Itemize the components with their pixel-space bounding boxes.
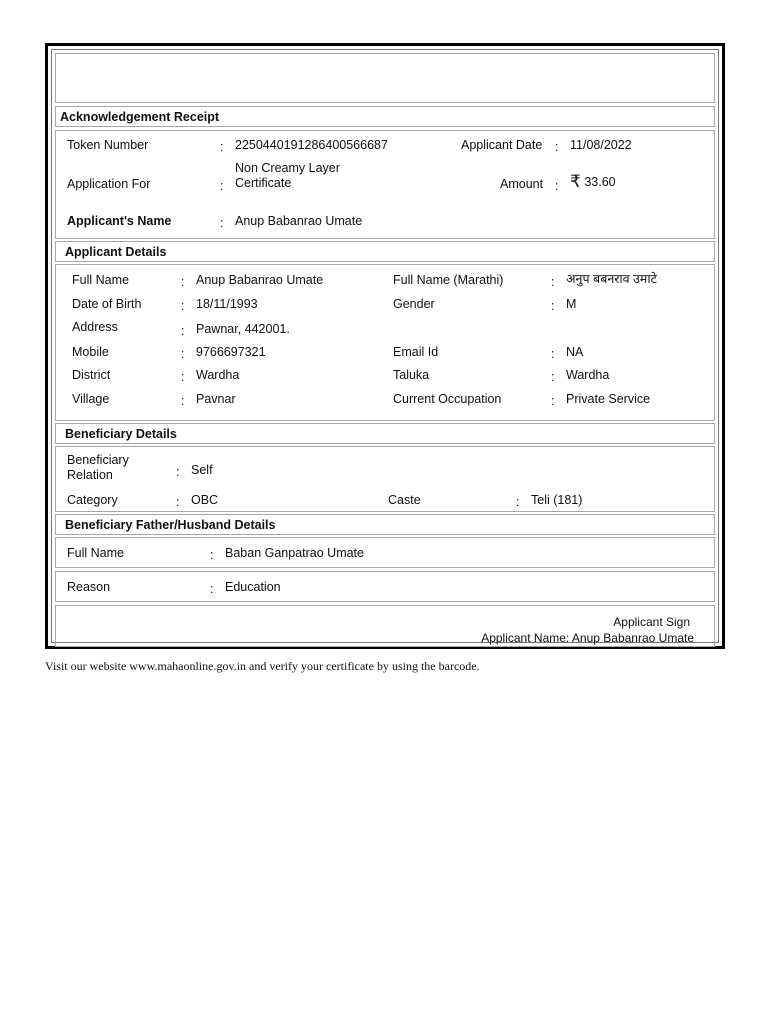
application-for-value: Non Creamy Layer Certificate — [235, 161, 340, 190]
relation-value: Self — [191, 463, 213, 477]
father-details-title: Beneficiary Father/Husband Details — [65, 518, 276, 532]
applicant-sign-label: Applicant Sign — [613, 615, 690, 629]
beneficiary-details-body-box — [55, 446, 715, 512]
colon: : — [210, 548, 214, 562]
colon: : — [551, 275, 555, 289]
occupation-label: Current Occupation — [393, 392, 502, 406]
taluka-value: Wardha — [566, 368, 610, 382]
village-label: Village — [72, 392, 110, 406]
colon: : — [181, 299, 185, 313]
applicant-details-body-box — [55, 264, 715, 421]
colon: : — [181, 347, 185, 361]
colon: : — [220, 216, 224, 230]
receipt-inner-frame — [51, 49, 719, 643]
colon: : — [555, 140, 559, 154]
relation-label: Beneficiary Relation — [67, 453, 129, 482]
beneficiary-details-title: Beneficiary Details — [65, 427, 177, 441]
applicant-name-label: Applicant's Name — [67, 214, 172, 228]
mobile-label: Mobile — [72, 345, 109, 359]
colon: : — [220, 140, 224, 154]
colon: : — [551, 370, 555, 384]
reason-value: Education — [225, 580, 281, 594]
ack-receipt-title: Acknowledgement Receipt — [60, 110, 220, 124]
colon: : — [181, 324, 185, 338]
full-name-marathi-value: अनुप बबनराव उमाटे — [566, 272, 657, 286]
district-value: Wardha — [196, 368, 240, 382]
amount-label: Amount — [500, 177, 544, 191]
verify-website-note: Visit our website www.mahaonline.gov.in and verify your certificate by using the barcode. — [45, 659, 480, 673]
amount-value-line — [570, 174, 616, 189]
village-value: Pavnar — [196, 392, 236, 406]
category-value: OBC — [191, 493, 219, 507]
applicant-date-label: Applicant Date — [461, 138, 543, 152]
address-value: Pawnar, 442001. — [196, 322, 290, 336]
applicant-name-value: Anup Babanrao Umate — [235, 214, 363, 228]
taluka-label: Taluka — [393, 368, 430, 382]
applicant-details-title: Applicant Details — [65, 245, 167, 259]
colon: : — [551, 394, 555, 408]
receipt-frame — [45, 43, 725, 649]
header-blank-box — [55, 53, 715, 103]
email-label: Email Id — [393, 345, 439, 359]
colon: : — [176, 495, 180, 509]
email-value: NA — [566, 345, 584, 359]
reason-box — [55, 571, 715, 602]
colon: : — [181, 394, 185, 408]
category-label: Category — [67, 493, 118, 507]
token-label: Token Number — [67, 138, 149, 152]
gender-value: M — [566, 297, 577, 311]
applicant-name-sign-line: Applicant Name: Anup Babanrao Umate — [481, 631, 694, 645]
colon: : — [176, 465, 180, 479]
colon: : — [220, 179, 224, 193]
gender-label: Gender — [393, 297, 435, 311]
application-for-label: Application For — [67, 177, 151, 191]
district-label: District — [72, 368, 111, 382]
address-label: Address — [72, 320, 118, 334]
amount-value: 33.60 — [584, 175, 616, 189]
full-name-marathi-label: Full Name (Marathi) — [393, 273, 504, 287]
applicant-date-value: 11/08/2022 — [570, 138, 632, 152]
father-full-name-label: Full Name — [67, 546, 124, 560]
father-details-header-box — [55, 514, 715, 535]
father-full-name-value: Baban Ganpatrao Umate — [225, 546, 364, 560]
token-value: 2250440191286400566687 — [235, 138, 388, 152]
mobile-value: 9766697321 — [196, 345, 266, 359]
colon: : — [181, 275, 185, 289]
father-details-body-box — [55, 537, 715, 568]
full-name-value: Anup Babanrao Umate — [196, 273, 324, 287]
colon: : — [516, 495, 520, 509]
reason-label: Reason — [67, 580, 111, 594]
colon: : — [551, 347, 555, 361]
caste-value: Teli (181) — [531, 493, 583, 507]
ack-header-box — [55, 106, 715, 127]
dob-value: 18/11/1993 — [196, 297, 258, 311]
applicant-details-header-box — [55, 241, 715, 262]
sign-box — [55, 605, 715, 647]
colon: : — [210, 582, 214, 596]
caste-label: Caste — [388, 493, 421, 507]
colon: : — [551, 299, 555, 313]
full-name-label: Full Name — [72, 273, 129, 287]
receipt-body-box — [55, 130, 715, 239]
occupation-value: Private Service — [566, 392, 651, 406]
colon: : — [181, 370, 185, 384]
beneficiary-details-header-box — [55, 423, 715, 444]
rupee-icon: ₹ — [570, 172, 581, 191]
dob-label: Date of Birth — [72, 297, 142, 311]
colon: : — [555, 179, 559, 193]
